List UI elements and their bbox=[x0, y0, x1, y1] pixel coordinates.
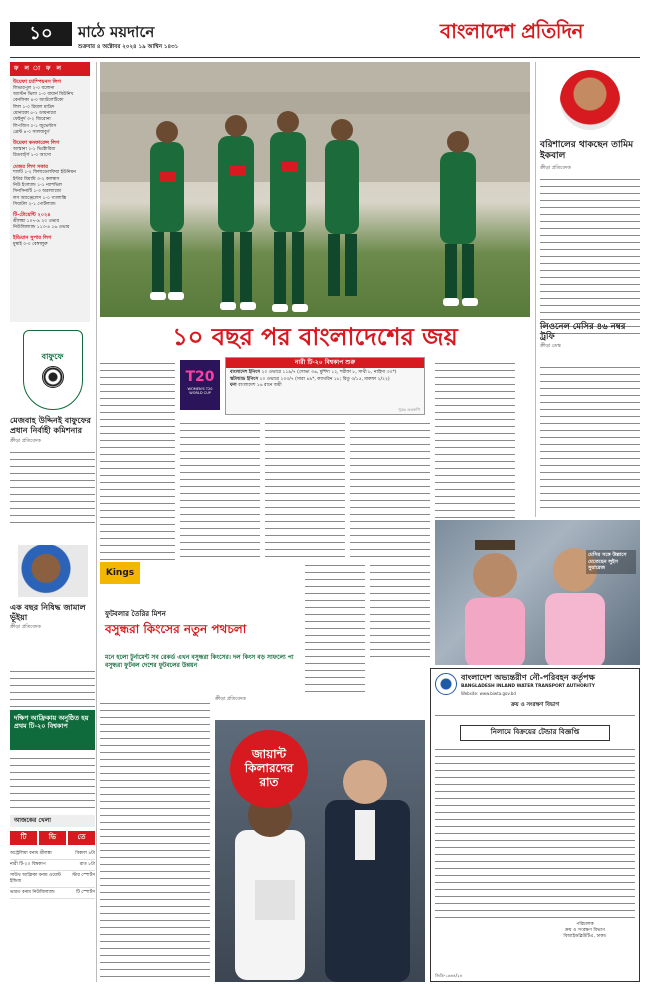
baffuf-logo-text: বাফুফে bbox=[41, 351, 64, 361]
scorecard-title: নারী টি-২০ বিশ্বকাপ শুরু bbox=[226, 358, 424, 368]
score-group-results: শ্রীলঙ্কা ১০৭-৯ ২০ ওভার নিউজিল্যান্ড ১১৩-৪ ১৬ ওভার bbox=[13, 218, 70, 231]
score-group-title: উয়েফা চ্যাম্পিয়নস লিগ bbox=[13, 79, 61, 86]
scorecard-credit: সূত্রঃ এএফপি bbox=[398, 406, 420, 412]
tv-row-channel: টি স্পোর্টস bbox=[76, 889, 95, 895]
masthead-logo bbox=[440, 18, 640, 52]
main-story-body-1 bbox=[100, 360, 175, 560]
tv-row-event: নারী টি-২০ বিশ্বকাপ bbox=[10, 861, 46, 867]
header-divider bbox=[10, 57, 640, 58]
scoreboard-title: ফ ল া ফ ল bbox=[10, 62, 90, 76]
column-divider-left bbox=[96, 62, 97, 982]
score-group-results: শার্লট ১-২ ফিলাডেলফিয়া ইউনিয়ন ইন্টার মিয়ামি ৩-২ কলম্বাস নিউ ইংল্যান্ড ১-১ ন্যাশভিল সিনসিনাটি ১-৩ অরল্যান্ডো লস অ্যাঞ্জেলেস ১-০ গ্যালাক্সি সিয়াটল ২-১ পোর্টল্যান্ড bbox=[13, 170, 76, 207]
score-group bbox=[13, 212, 87, 231]
baffuf-headline: মেজবাহ উদ্দিনই বাফুফের প্রধান নির্বাহী কমিশনার bbox=[10, 416, 91, 435]
tv-row bbox=[10, 888, 95, 899]
score-group-title: উয়েফা কনফারেন্স লিগ bbox=[13, 140, 60, 147]
biwta-notice-body bbox=[435, 746, 635, 922]
header bbox=[0, 0, 650, 58]
score-group bbox=[13, 140, 87, 159]
tv-row-event: সাউথ আফ্রিকা বনাম ওয়েস্ট ইন্ডিজ bbox=[10, 872, 61, 884]
tv-column-head: ভি bbox=[39, 831, 66, 844]
tamim-story bbox=[540, 62, 640, 322]
score-group bbox=[13, 79, 87, 136]
giants-headline-badge: জায়ান্ট কিলারদের রাত bbox=[230, 730, 308, 808]
scorecard-row-value: ২০ ওভারে ১১৯/৭ (সোভা ৩৬, মুর্শিদা ১২, শরীফা ৮, সাথী ৮, নাহিদা ৩০*) bbox=[261, 370, 397, 376]
tv-column-head: টি bbox=[10, 831, 37, 844]
kings-logo: Kings bbox=[100, 562, 140, 584]
biwta-signature: পরিচালক ক্রয় ও সংরক্ষণ বিভাগ বিআইডব্লিউটিএ, ঢাকা। bbox=[563, 921, 607, 939]
score-group-results: লিভারপুল ২-০ বলোনা অ্যাস্টন ভিলা ১-০ বায়ার্ন মিউনিখ বেনফিকা ৪-০ অ্যাটলেটিকো লিল ১-০ রিয়াল মাদ্রিদ মোনাকো ৫-১ ডায়নামো ফেইনুর্দ ৩-২ জিরোনা লিপজিগ ০-১ জুভেন্টাস ব্রেস্ট ৪-০ সালজবুর্গ bbox=[13, 85, 74, 135]
date-line: শুক্রবার ৪ অক্টোবর ২০২৪ ১৯ আশ্বিন ১৪৩১ bbox=[78, 44, 179, 50]
biwta-ref-line bbox=[435, 712, 635, 720]
kings-story bbox=[100, 562, 300, 692]
score-group bbox=[13, 235, 87, 248]
masthead-text: বাংলাদেশ প্রতিদিন bbox=[440, 19, 583, 43]
biwta-ad bbox=[430, 668, 640, 982]
baffuf-story bbox=[10, 330, 95, 540]
ban-body-text bbox=[10, 668, 95, 708]
tv-row-channel: স্টার স্পোর্টস bbox=[71, 872, 95, 878]
biwta-footer-code: জিডি-১৬৪৪/২৪ bbox=[435, 972, 463, 978]
scorecard-row-value: ২০ ওভারে ১০৩/৭ (সারা ৪৯*, ক্যাথরিন ১৮; রিতু ৩/১৫, মারুফা ২/২২) bbox=[259, 376, 390, 382]
wc-logo-text: WOMEN'S T20 WORLD CUP bbox=[187, 386, 213, 396]
tv-row-event: ভারত বনাম নিউজিল্যান্ড bbox=[10, 889, 55, 895]
messi-headline: লিওনেল মেসির ৪৬ নম্বর ট্রফি bbox=[540, 322, 626, 343]
score-group-results: মুম্বাই ০-০ বেঙ্গালুরু bbox=[13, 242, 48, 248]
t20-icon: T20 bbox=[185, 369, 215, 385]
biwta-dept: ক্রয় ও সংরক্ষণ বিভাগ bbox=[510, 701, 560, 708]
score-group bbox=[13, 164, 87, 209]
biwta-title-bn: বাংলাদেশ অভ্যন্তরীণ নৌ-পরিবহন কর্তৃপক্ষ bbox=[461, 673, 595, 682]
kings-kicker: ফুটবলার তৈরির মিশন bbox=[105, 610, 166, 618]
scorecard-rows bbox=[226, 368, 424, 392]
tv-column-head: তে bbox=[68, 831, 95, 844]
sa-headline: দক্ষিণ আফ্রিকায় অনুষ্ঠিত হয় প্রথম টি-২০ বিশ্বকাপ bbox=[14, 714, 89, 731]
main-headline: ১০ বছর পর বাংলাদেশের জয় bbox=[172, 323, 458, 351]
ban-story bbox=[10, 545, 95, 665]
biwta-notice-title: নিলামে বিক্রয়ের টেন্ডার বিজ্ঞপ্তি bbox=[460, 725, 610, 740]
column-divider-right bbox=[535, 62, 536, 517]
scoreboard-list bbox=[10, 76, 90, 255]
messi-headline-block bbox=[540, 322, 640, 362]
tv-row bbox=[10, 860, 95, 871]
sa-story bbox=[10, 710, 95, 750]
giants-photo bbox=[215, 720, 425, 982]
tamim-byline: ক্রীড়া প্রতিবেদক bbox=[540, 165, 571, 171]
ban-byline: ক্রীড়া প্রতিবেদক bbox=[10, 625, 41, 630]
scoreboard bbox=[10, 62, 90, 322]
scorecard-box bbox=[225, 357, 425, 415]
giants-byline: ক্রীড়া প্রতিবেদক bbox=[215, 697, 246, 702]
jamal-photo bbox=[18, 545, 88, 597]
kings-body-1 bbox=[305, 562, 365, 692]
messi-body-text bbox=[540, 364, 640, 514]
tamim-headline: বরিশালের থাকছেন তামিম ইকবাল bbox=[540, 140, 634, 162]
scorecard-row bbox=[230, 383, 420, 390]
ban-headline: এক বছর নিষিদ্ধ জামাল ভূঁইয়া bbox=[10, 603, 86, 622]
tv-row-channel: বিকাল ৪টা bbox=[75, 850, 95, 856]
tv-rows bbox=[10, 849, 95, 899]
tv-schedule bbox=[10, 815, 95, 980]
scorecard-row-key: ফল bbox=[230, 383, 237, 389]
main-story-body-2 bbox=[180, 420, 260, 560]
main-story-body-4 bbox=[350, 420, 430, 560]
tv-row bbox=[10, 871, 95, 888]
score-group-title: মেজর লিগ সকার bbox=[13, 163, 48, 170]
tv-column-heads bbox=[10, 831, 95, 844]
main-photo bbox=[100, 62, 530, 317]
messi-byline: ক্রীড়া ডেস্ক bbox=[540, 344, 561, 350]
messi-caption: মেসির সঙ্গে উল্লাসে মেতেছেন লুইস সুয়ারেজ bbox=[586, 550, 636, 574]
biwta-contact: Website: www.biwta.gov.bd bbox=[461, 690, 516, 696]
kings-body-2 bbox=[370, 562, 430, 662]
page-number: ১০ bbox=[10, 22, 72, 46]
kings-pullquote: মনে হলো টুর্নামেন্ট সব রেকর্ড এখন বসুন্ধরা কিংসের। দল কিংস বড় সাফল্যে পা বসুন্ধরা ফুটবল দেশের ফুটবলের উন্নয়ন bbox=[105, 654, 294, 670]
baffuf-byline: ক্রীড়া প্রতিবেদক bbox=[10, 439, 41, 444]
biwta-title-en: BANGLADESH INLAND WATER TRANSPORT AUTHORITY bbox=[461, 683, 595, 689]
scorecard-row-key: বাংলাদেশ ইনিংস bbox=[230, 370, 261, 376]
main-story-body-3 bbox=[265, 420, 345, 560]
tamim-photo bbox=[560, 70, 620, 130]
football-icon bbox=[42, 366, 64, 388]
baffuf-body-text bbox=[10, 449, 95, 529]
giants-body-left bbox=[100, 700, 210, 980]
tv-title: আজকের খেলা bbox=[10, 815, 95, 827]
score-group-title: ইন্ডিয়ান সুপার লিগ bbox=[13, 235, 52, 242]
tv-row bbox=[10, 849, 95, 860]
cricketers-celebration-image bbox=[100, 62, 530, 317]
tv-row-channel: রাত ৮টা bbox=[79, 861, 95, 867]
score-group-title: টি-টোয়েন্টি ২০২৪ bbox=[13, 212, 51, 219]
tv-row-event: অস্ট্রেলিয়া বনাম শ্রীলঙ্কা bbox=[10, 850, 52, 856]
messi-photo bbox=[435, 520, 640, 665]
wc-logo bbox=[180, 360, 220, 410]
scorecard-row-value: বাংলাদেশ ১৬ রানে জয়ী bbox=[238, 383, 282, 389]
section-title: মাঠে ময়দানে bbox=[78, 23, 155, 41]
tamim-body-text bbox=[540, 176, 640, 336]
kings-headline: বসুন্ধরা কিংসের নতুন পথচলা bbox=[105, 622, 247, 636]
scorecard-row-key: স্কটল্যান্ড ইনিংস bbox=[230, 376, 259, 382]
sa-body-text bbox=[10, 755, 95, 810]
score-group-results: আস্তানা ১-১ ভিক্টোরিয়া রিডবার্ট্স ১-০ আসো bbox=[13, 146, 56, 159]
messi-suarez-image bbox=[435, 520, 640, 665]
baffuf-logo bbox=[23, 330, 83, 410]
biwta-logo-icon bbox=[435, 673, 457, 695]
